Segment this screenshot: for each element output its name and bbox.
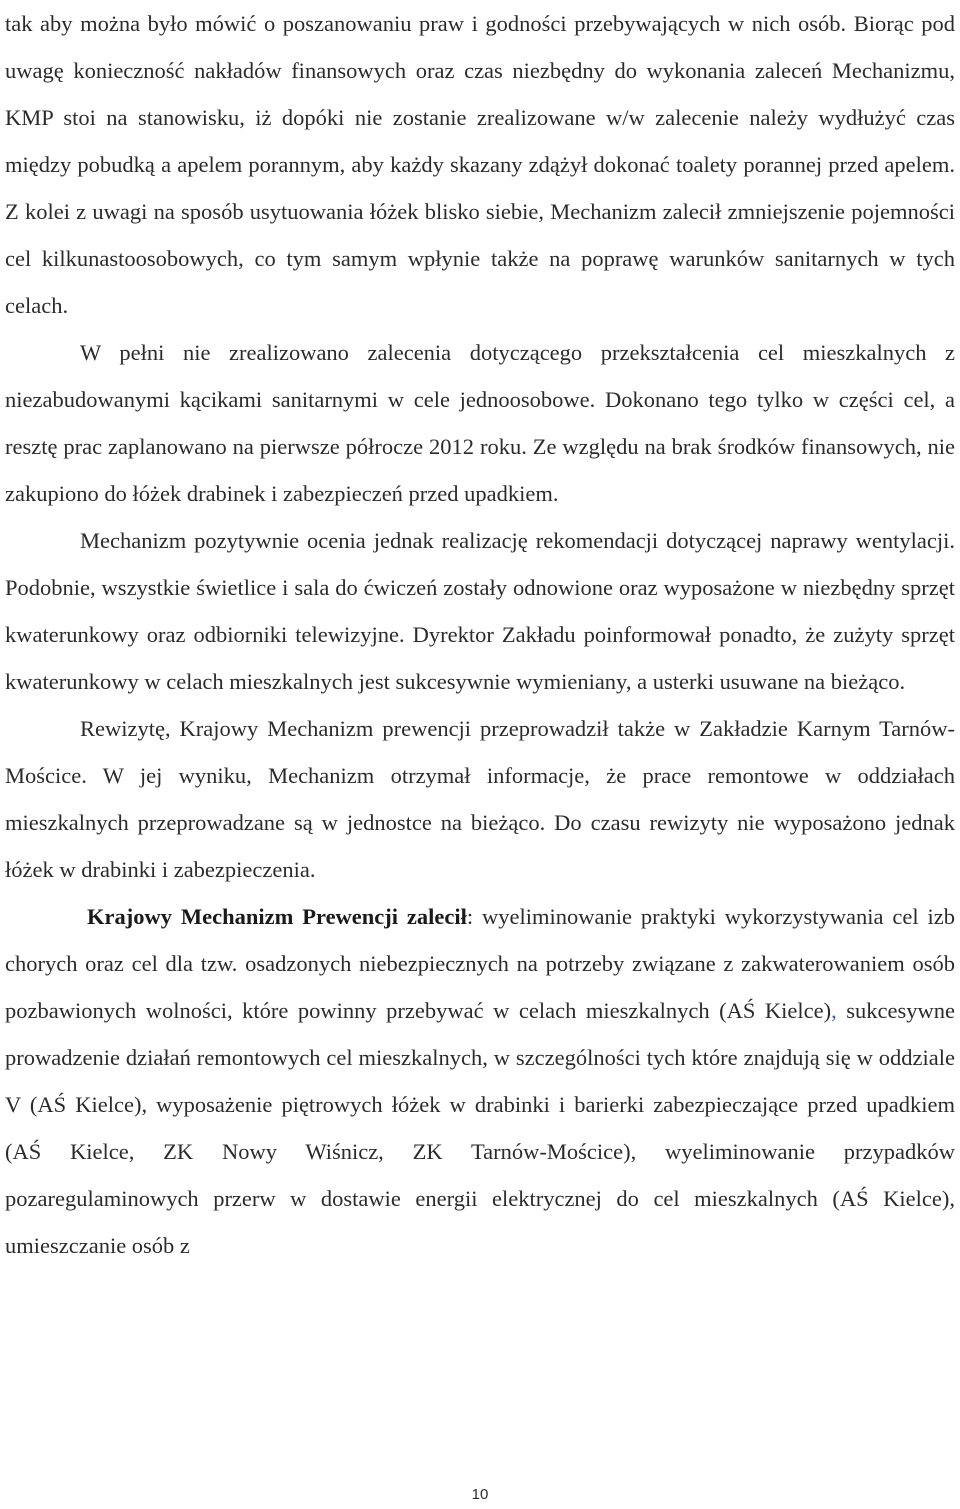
recommendation-accent-comma: , [831,998,837,1023]
paragraph-2: W pełni nie zrealizowano zalecenia dotyczącego przekształcenia cel mieszkalnych z niezabudowanymi kącikami sanitarnymi w cele jednoosobowe. Dokonano tego tylko w części cel, a resztę prac zaplanowano na pierwsze półrocze 2012 roku. Ze względu na brak środków finansowych, nie zakupiono do łóżek drabinek i zabezpieczeń przed upadkiem. [5,340,955,506]
paragraph-3: Mechanizm pozytywnie ocenia jednak realizację rekomendacji dotyczącej naprawy wentylacji. Podobnie, wszystkie świetlice i sala do ćwiczeń zostały odnowione oraz wyposażone w niezbędny sprzęt kwaterunkowy oraz odbiorniki telewizyjne. Dyrektor Zakładu poinformował ponadto, że zużyty sprzęt kwaterunkowy w celach mieszkalnych jest sukcesywnie wymieniany, a usterki usuwane na bieżąco. [5,528,955,694]
paragraph-5 [5,893,955,1269]
recommendation-text-part2: sukcesywne prowadzenie działań remontowych cel mieszkalnych, w szczególności tych które znajdują się w oddziale V (AŚ Kielce), wyposażenie piętrowych łóżek w drabinki i barierki zabezpieczające przed upadkiem (AŚ Kielce, ZK Nowy Wiśnicz, ZK Tarnów-Mościce), wyeliminowanie przypadków pozaregulaminowych przerw w dostawie energii elektrycznej do cel mieszkalnych (AŚ Kielce), umieszczanie osób z [5,998,955,1258]
page-number: 10 [471,1486,489,1503]
body-text [5,0,955,1269]
paragraph-4: Rewizytę, Krajowy Mechanizm prewencji przeprowadził także w Zakładzie Karnym Tarnów-Mościce. W jej wyniku, Mechanizm otrzymał informacje, że prace remontowe w oddziałach mieszkalnych przeprowadzane są w jednostce na bieżąco. Do czasu rewizyty nie wyposażono jednak łóżek w drabinki i zabezpieczenia. [5,716,955,882]
paragraph-1: tak aby można było mówić o poszanowaniu praw i godności przebywających w nich osób. Biorąc pod uwagę konieczność nakładów finansowych oraz czas niezbędny do wykonania zaleceń Mechanizmu, KMP stoi na stanowisku, iż dopóki nie zostanie zrealizowane w/w zalecenie należy wydłużyć czas między pobudką a apelem porannym, aby każdy skazany zdążył dokonać toalety porannej przed apelem. Z kolei z uwagi na sposób usytuowania łóżek blisko siebie, Mechanizm zalecił zmniejszenie pojemności cel kilkunastoosobowych, co tym samym wpłynie także na poprawę warunków sanitarnych w tych celach. [5,11,955,318]
recommendation-text-part1: : wyeliminowanie praktyki wykorzystywania cel izb chorych oraz cel dla tzw. osadzonych niebezpiecznych na potrzeby związane z zakwaterowaniem osób pozbawionych wolności, które powinny przebywać w celach mieszkalnych (AŚ Kielce) [5,904,955,1023]
recommendation-lead: Krajowy Mechanizm Prewencji zalecił [87,904,467,929]
